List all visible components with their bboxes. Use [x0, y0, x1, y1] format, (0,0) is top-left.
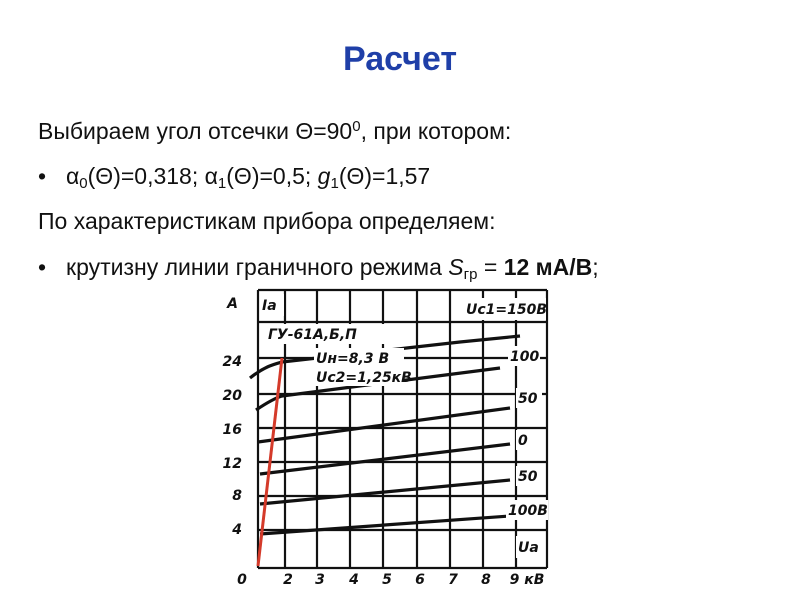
alpha0-rest: (Θ)=0,318; α: [87, 163, 218, 189]
x-tick-4: 4: [349, 572, 359, 588]
g-symbol: g: [317, 163, 331, 189]
curve-label-0: 0: [518, 433, 528, 449]
s-symbol: S: [448, 254, 464, 280]
slope-value: 12 мА/В: [503, 254, 593, 280]
y-axis-unit: A: [227, 296, 238, 312]
x-tick-0: 0: [237, 572, 247, 588]
y-tick-8: 8: [232, 488, 242, 504]
slide-title: Расчет: [342, 40, 458, 78]
y-tick-20: 20: [222, 388, 242, 404]
coefficients-bullet: [38, 163, 430, 192]
degree-sup: 0: [352, 118, 361, 135]
curve-label-minus100: 100В: [508, 503, 548, 519]
device-label: ГУ-61А,Б,П: [268, 327, 357, 343]
curve-label-50: 50: [518, 391, 538, 407]
cutoff-angle-line: [38, 118, 511, 145]
x-tick-5: 5: [382, 572, 392, 588]
slope-tail: ;: [592, 254, 599, 280]
alpha1-rest: (Θ)=0,5;: [226, 163, 318, 189]
x-tick-7: 7: [448, 572, 458, 588]
y-tick-16: 16: [222, 422, 242, 438]
y-tick-12: 12: [222, 456, 242, 472]
g-rest: (Θ)=1,57: [338, 163, 431, 189]
slope-bullet: [38, 254, 599, 283]
screen-voltage-label: Uс2=1,25кВ: [316, 370, 412, 386]
x-axis-name: Ua: [518, 540, 539, 556]
curve-label-minus50: 50: [518, 469, 538, 485]
curve-label-100: 100: [510, 349, 540, 365]
curve-uc1-minus100: [260, 516, 510, 534]
y-tick-4: 4: [232, 522, 242, 538]
y-axis-name: Ia: [262, 298, 277, 314]
x-tick-6: 6: [415, 572, 425, 588]
bullet-dot-2: •: [38, 254, 47, 280]
cutoff-text: Выбираем угол отсечки Θ=90: [38, 118, 353, 144]
curve-uc1-0: [260, 444, 510, 474]
cutoff-tail: , при котором:: [360, 118, 512, 144]
s-sub: гр: [463, 266, 478, 283]
x-tick-3: 3: [315, 572, 325, 588]
anode-characteristics-figure: [220, 286, 560, 590]
g-sub: 1: [330, 175, 339, 192]
characteristics-line: По характеристикам прибора определяем:: [38, 208, 496, 234]
slope-eq: =: [477, 254, 504, 280]
alpha0-symbol: α: [66, 163, 80, 189]
heater-voltage-label: Uн=8,3 В: [316, 351, 390, 367]
y-tick-24: 24: [222, 354, 242, 370]
alpha0-sub: 0: [79, 175, 88, 192]
slope-text: крутизну линии граничного режима: [66, 254, 449, 280]
x-tick-2: 2: [283, 572, 293, 588]
curve-uc1-minus50: [260, 480, 510, 504]
x-tick-8: 8: [481, 572, 491, 588]
x-tick-9kv: 9 кВ: [509, 572, 545, 588]
bullet-dot-1: •: [38, 163, 47, 189]
curve-label-150: Uс1=150В: [466, 302, 548, 318]
alpha1-sub: 1: [217, 175, 227, 192]
